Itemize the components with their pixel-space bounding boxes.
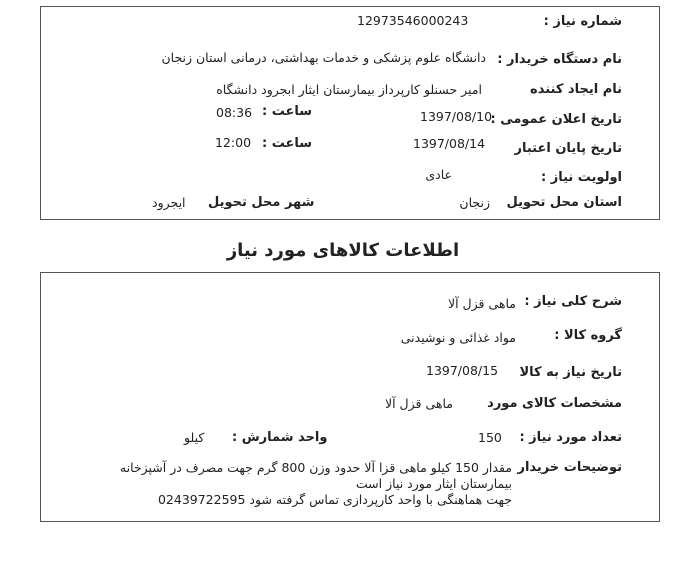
announce-time-value: 08:36 <box>216 105 253 120</box>
announce-time-label: ساعت : <box>262 104 313 119</box>
desc-label: شرح کلی نیاز : <box>524 294 622 309</box>
group-label: گروه کالا : <box>554 328 622 343</box>
validity-date-label: تاریخ پایان اعتبار <box>514 141 622 156</box>
buyer-notes-line1: مقدار 150 کیلو ماهی قزا آلا حدود وزن 800 گرم جهت مصرف در آشپزخانه <box>119 460 512 475</box>
province-label: استان محل تحویل <box>506 195 622 210</box>
spec-label: مشخصات کالای مورد <box>487 396 622 411</box>
section-title: اطلاعات کالاهای مورد نیاز <box>226 240 460 261</box>
priority-label: اولویت نیاز : <box>540 170 622 185</box>
need-number-value: 12973546000243 <box>357 13 469 28</box>
validity-time-label: ساعت : <box>262 136 313 151</box>
unit-label: واحد شمارش : <box>232 430 328 445</box>
validity-date-value: 1397/08/14 <box>413 136 486 151</box>
creator-label: نام ایجاد کننده <box>530 82 622 97</box>
priority-value: عادی <box>425 167 452 182</box>
city-label: شهر محل تحویل <box>208 195 315 210</box>
qty-value: 150 <box>478 430 502 445</box>
qty-label: تعداد مورد نیاز : <box>519 430 622 445</box>
need-number-label: شماره نیاز : <box>543 14 622 29</box>
city-value: ایجرود <box>152 195 186 210</box>
spec-value: ماهی قزل آلا <box>384 396 453 411</box>
need-date-value: 1397/08/15 <box>426 363 499 378</box>
need-date-label: تاریخ نیاز به کالا <box>519 365 622 380</box>
buyer-notes-line3: جهت هماهنگی با واحد کارپردازی تماس گرفته شود 02439722595 <box>157 492 512 507</box>
unit-value: کیلو <box>184 430 205 445</box>
desc-value: ماهی قزل آلا <box>447 296 516 311</box>
buyer-org-label: نام دستگاه خریدار : <box>497 52 622 67</box>
announce-date-label: تاریخ اعلان عمومی : <box>490 112 622 127</box>
buyer-notes-label: توضیحات خریدار <box>517 460 622 475</box>
creator-value: امیر حسنلو کارپرداز بیمارستان ایثار ابجرود دانشگاه <box>216 82 482 97</box>
validity-time-value: 12:00 <box>215 135 252 150</box>
buyer-org-value: دانشگاه علوم پزشکی و خدمات بهداشتی، درمانی استان زنجان <box>161 50 486 65</box>
buyer-notes-line2: بیمارستان ایثار مورد نیاز است <box>355 476 512 491</box>
province-value: زنجان <box>459 195 490 210</box>
group-value: مواد غذائی و نوشیدنی <box>400 330 516 345</box>
announce-date-value: 1397/08/10 <box>420 109 493 124</box>
